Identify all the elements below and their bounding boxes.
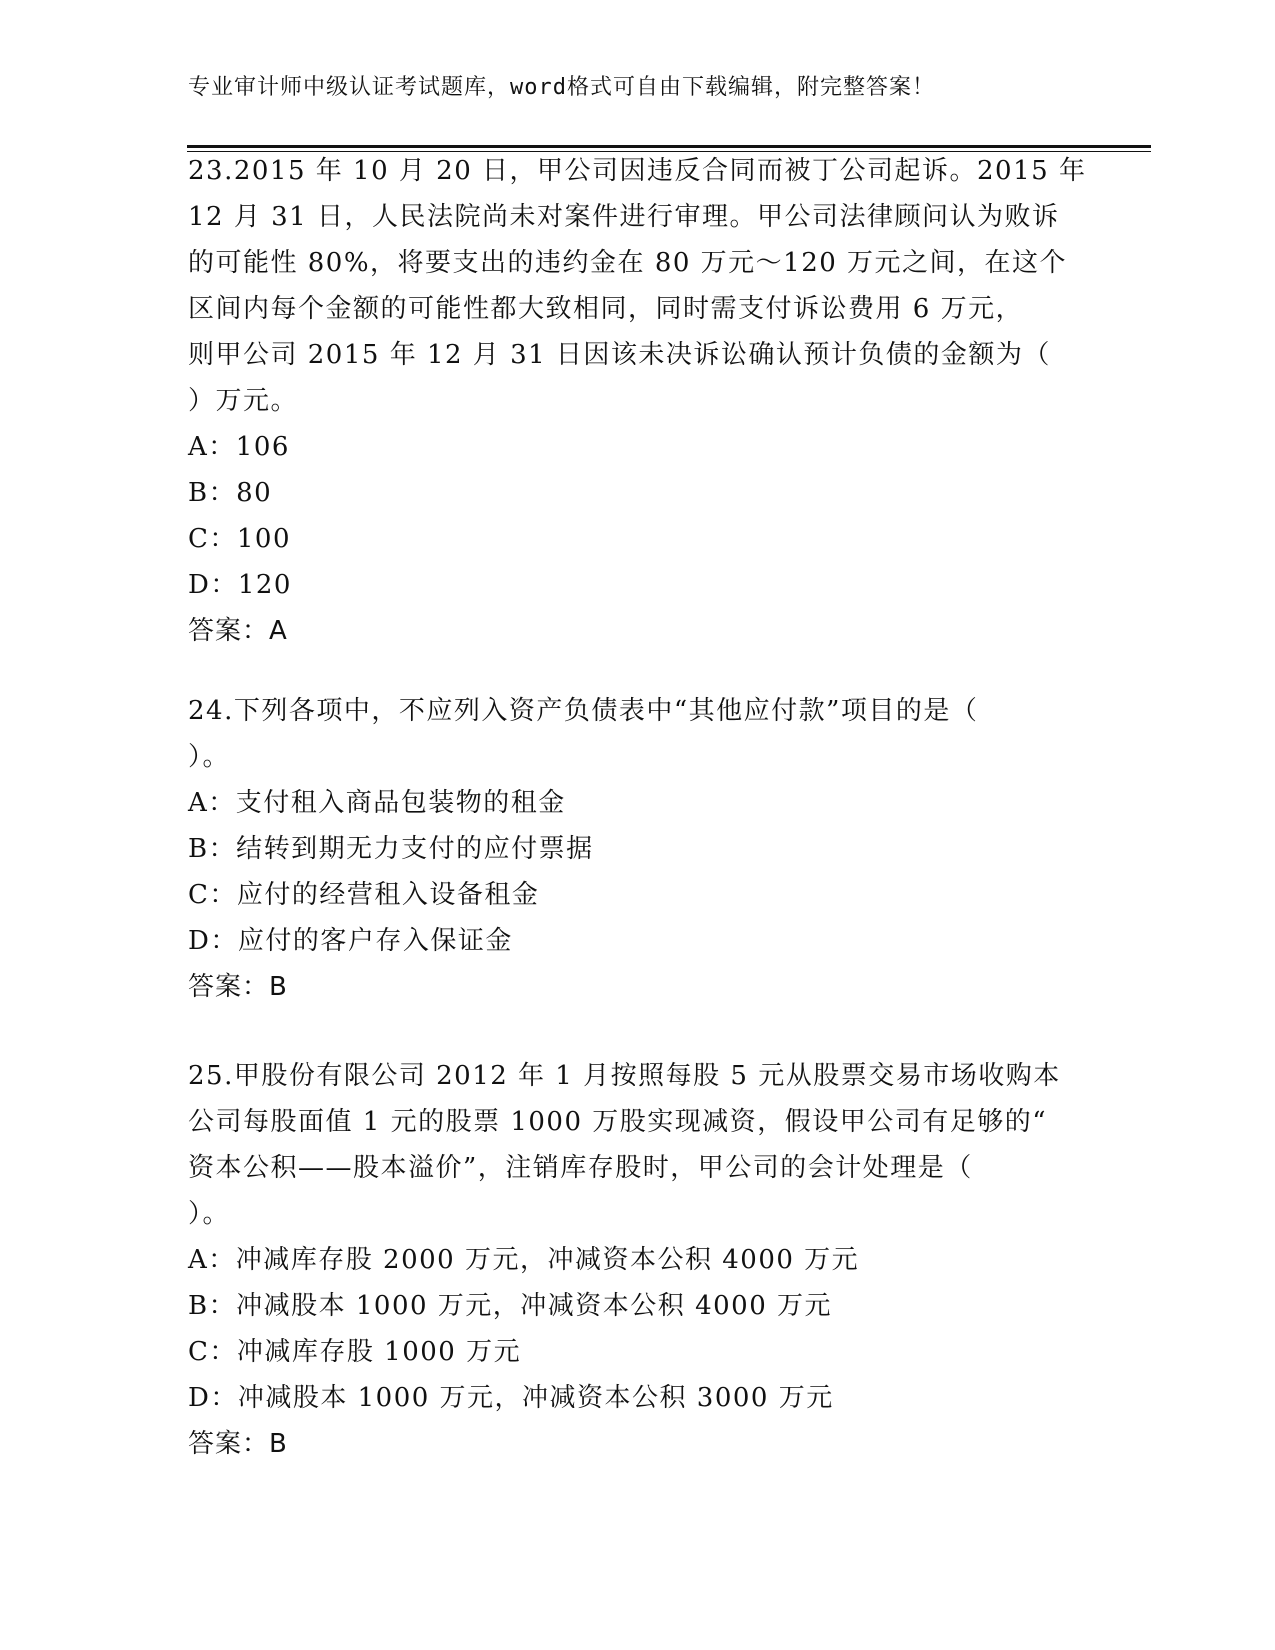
question-text bbox=[188, 1053, 1088, 1237]
option-b: B：结转到期无力支付的应付票据 bbox=[188, 834, 594, 864]
question-23 bbox=[188, 148, 1088, 654]
question-text bbox=[188, 688, 1088, 780]
option-b: B：冲减股本 1000 万元，冲减资本公积 4000 万元 bbox=[188, 1291, 833, 1321]
question-line: ）万元。 bbox=[188, 386, 299, 416]
answer: 答案：A bbox=[188, 616, 288, 646]
question-24 bbox=[188, 688, 1088, 1010]
option-a: A：支付租入商品包装物的租金 bbox=[188, 788, 566, 818]
question-25 bbox=[188, 1053, 1088, 1467]
option-d: D：冲减股本 1000 万元，冲减资本公积 3000 万元 bbox=[188, 1383, 834, 1413]
option-c: C：冲减库存股 1000 万元 bbox=[188, 1337, 522, 1367]
question-line: 则甲公司 2015 年 12 月 31 日因该未决诉讼确认预计负债的金额为（ bbox=[188, 340, 1051, 370]
question-line: 公司每股面值 1 元的股票 1000 万股实现减资，假设甲公司有足够的“ bbox=[188, 1107, 1048, 1137]
option-c: C：应付的经营租入设备租金 bbox=[188, 880, 540, 910]
question-line: 25.甲股份有限公司 2012 年 1 月按照每股 5 元从股票交易市场收购本 bbox=[188, 1061, 1061, 1091]
question-line: ）。 bbox=[188, 1199, 231, 1229]
option-d: D：应付的客户存入保证金 bbox=[188, 926, 513, 956]
question-line: 23.2015 年 10 月 20 日，甲公司因违反合同而被丁公司起诉。2015 年 bbox=[188, 156, 1087, 186]
question-line: 24.下列各项中，不应列入资产负债表中“其他应付款”项目的是（ bbox=[188, 696, 979, 726]
question-line: 12 月 31 日，人民法院尚未对案件进行审理。甲公司法律顾问认为败诉 bbox=[188, 202, 1060, 232]
page-header: 专业审计师中级认证考试题库，word格式可自由下载编辑，附完整答案！ bbox=[188, 75, 935, 100]
question-line: 的可能性 80%，将要支出的违约金在 80 万元～120 万元之间，在这个 bbox=[188, 248, 1068, 278]
option-a: A：106 bbox=[188, 432, 290, 462]
option-a: A：冲减库存股 2000 万元，冲减资本公积 4000 万元 bbox=[188, 1245, 860, 1275]
answer: 答案：B bbox=[188, 1429, 288, 1459]
option-d: D：120 bbox=[188, 570, 292, 600]
answer: 答案：B bbox=[188, 972, 288, 1002]
question-text bbox=[188, 148, 1088, 424]
question-line: ）。 bbox=[188, 742, 231, 772]
option-c: C：100 bbox=[188, 524, 292, 554]
option-b: B：80 bbox=[188, 478, 273, 508]
question-line: 区间内每个金额的可能性都大致相同，同时需支付诉讼费用 6 万元， bbox=[188, 294, 1024, 324]
question-line: 资本公积——股本溢价”，注销库存股时，甲公司的会计处理是（ bbox=[188, 1153, 973, 1183]
